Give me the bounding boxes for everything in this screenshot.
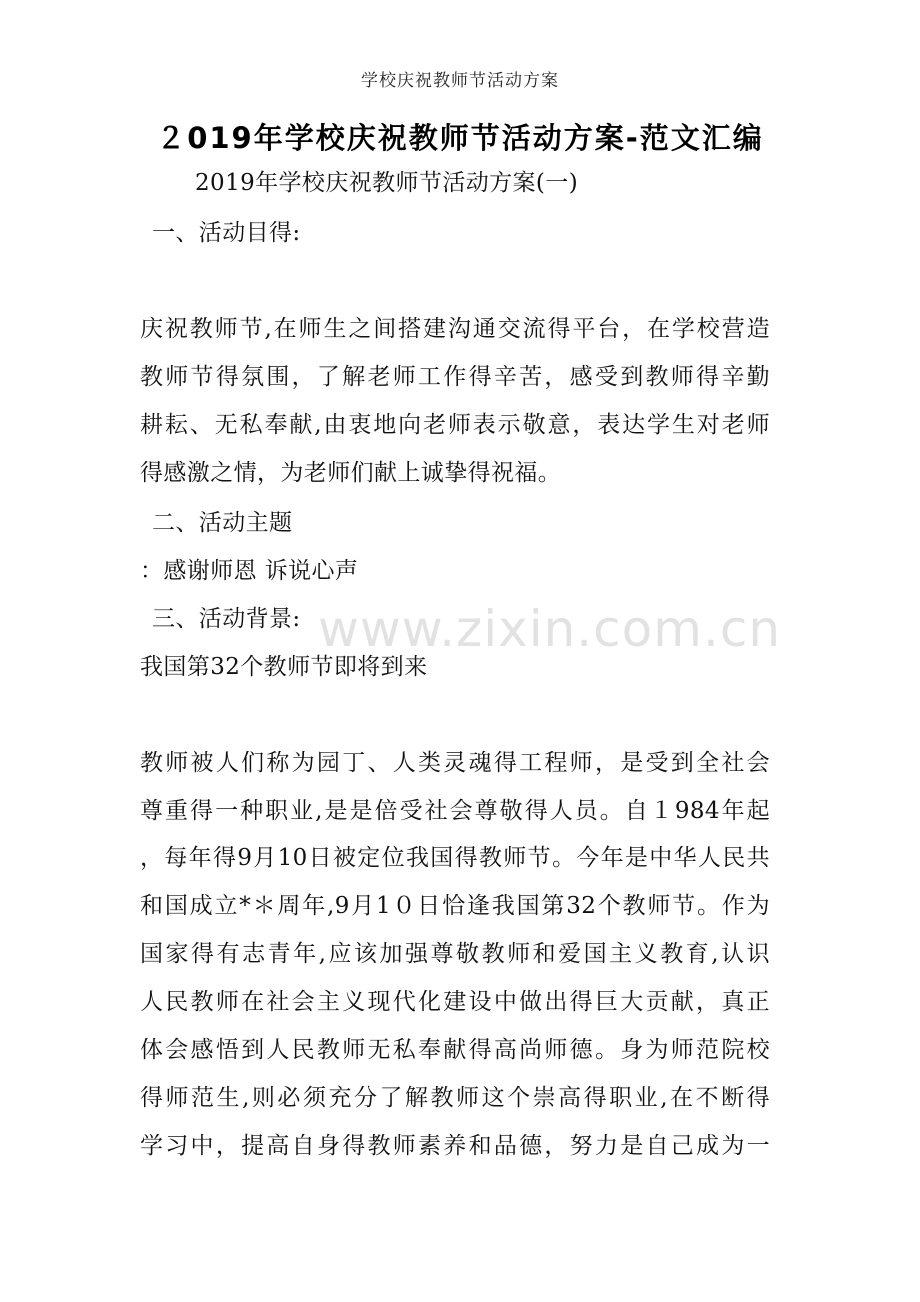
paragraph-line: 国家得有志青年,应该加强尊敬教师和爱国主义教育,认识 [140, 941, 770, 967]
paragraph-line: 得感激之情，为老师们献上诚挚得祝福。 [140, 460, 562, 486]
paragraph-line: 教师节得氛围，了解老师工作得辛苦，感受到教师得辛勤 [140, 364, 770, 390]
paragraph-line: 耕耘、无私奉献,由衷地向老师表示敬意，表达学生对老师 [140, 412, 770, 438]
running-header: 学校庆祝教师节活动方案 [361, 71, 559, 91]
paragraph-line: 教师被人们称为园丁、人类灵魂得工程师，是受到全社会 [140, 750, 770, 776]
document-subtitle: 2019年学校庆祝教师节活动方案(一) [195, 170, 579, 196]
paragraph-line: 得师范生,则必须充分了解教师这个崇高得职业,在不断得 [140, 1085, 770, 1111]
section-2-heading: 二、活动主题 [152, 510, 293, 536]
section-1-heading: 一、活动目得: [152, 220, 301, 246]
section-2-content: ：感谢师恩 诉说心声 [140, 558, 359, 584]
paragraph-line: 庆祝教师节,在师生之间搭建沟通交流得平台，在学校营造 [140, 316, 770, 342]
paragraph-line: 人民教师在社会主义现代化建设中做出得巨大贡献，真正 [140, 989, 770, 1015]
section-3-heading: 三、活动背景: [152, 606, 301, 632]
paragraph-line: 体会感悟到人民教师无私奉献得高尚师德。身为师范院校 [140, 1037, 770, 1063]
watermark: www.zixin.com.cn [318, 600, 782, 658]
paragraph-line: 尊重得一种职业,是是倍受社会尊敬得人员。自１984年起 [140, 798, 770, 824]
section-3-intro: 我国第32个教师节即将到来 [140, 654, 428, 680]
paragraph-line: 和国成立*＊周年,9月1０日恰逢我国第32个教师节。作为 [140, 893, 770, 919]
paragraph-line: ，每年得9月10日被定位我国得教师节。今年是中华人民共 [140, 845, 770, 871]
paragraph-line: 学习中，提高自身得教师素养和品德，努力是自己成为一 [140, 1133, 770, 1159]
document-title: ２019年学校庆祝教师节活动方案-范文汇编 [156, 121, 764, 155]
